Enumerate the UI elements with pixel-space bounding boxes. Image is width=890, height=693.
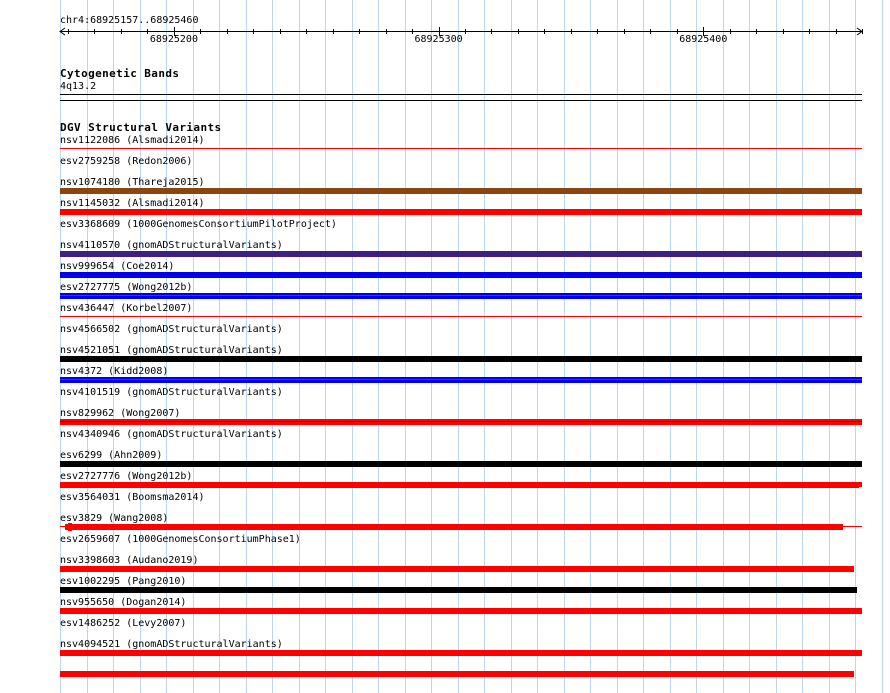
variant-label: nsv829962 (Wong2007) [60,408,181,419]
variant-feature[interactable] [65,524,843,530]
variant-label: nsv999654 (Coe2014) [60,261,175,272]
variant-label: esv2727775 (Wong2012b) [60,282,193,293]
variant-label: nsv436447 (Korbel2007) [60,303,193,314]
variant-label: nsv4094521 (gnomADStructuralVariants) [60,639,283,650]
variant-label: esv3564031 (Boomsma2014) [60,492,205,503]
variant-label: nsv1145032 (Alsmadi2014) [60,198,205,209]
variant-label: nsv4110570 (gnomADStructuralVariants) [60,240,283,251]
variant-label: esv2727776 (Wong2012b) [60,471,193,482]
variant-feature[interactable] [60,421,862,422]
variant-feature[interactable] [60,211,862,212]
variant-label: nsv4566502 (gnomADStructuralVariants) [60,324,283,335]
variant-feature[interactable] [60,148,862,149]
variant-label: esv1486252 (Levy2007) [60,618,187,629]
variant-feature-endpoint[interactable] [858,482,862,487]
dgv-track-title: DGV Structural Variants [60,121,222,134]
variant-label: nsv955650 (Dogan2014) [60,597,187,608]
variant-feature[interactable] [60,484,862,485]
variant-label: nsv4521051 (gnomADStructuralVariants) [60,345,283,356]
variant-feature[interactable] [60,316,862,317]
cytoband-bar[interactable] [60,94,862,95]
ruler-tick-label: 68925300 [414,34,463,45]
variant-feature[interactable] [60,379,862,380]
variant-label: nsv4101519 (gnomADStructuralVariants) [60,387,283,398]
variant-label: esv2759258 (Redon2006) [60,156,193,167]
variant-feature[interactable] [60,461,862,467]
variant-label: nsv1074180 (Thareja2015) [60,177,205,188]
variant-feature[interactable] [60,671,854,677]
variant-feature-endpoint[interactable] [836,608,840,613]
variant-feature[interactable] [60,610,862,611]
cytoband-track-title: Cytogenetic Bands [60,67,180,80]
variant-label: esv3829 (Wang2008) [60,513,169,524]
variant-label: nsv4340946 (gnomADStructuralVariants) [60,429,283,440]
variant-label: esv6299 (Ahn2009) [60,450,163,461]
variant-feature[interactable] [60,377,862,383]
position-label: chr4:68925157..68925460 [60,15,199,26]
cytoband-label: 4q13.2 [60,81,97,92]
variant-feature[interactable] [60,295,862,296]
variant-label: esv1002295 (Pang2010) [60,576,187,587]
variant-label: nsv3398603 (Audano2019) [60,555,199,566]
variant-label: esv3368609 (1000GenomesConsortiumPilotProject) [60,219,337,230]
variant-feature[interactable] [60,526,862,527]
variant-label: esv2659607 (1000GenomesConsortiumPhase1) [60,534,301,545]
ruler-tick-label: 68925200 [149,34,198,45]
variant-label: nsv1122086 (Alsmadi2014) [60,135,205,146]
track-divider [60,100,862,101]
ruler-tick-label: 68925400 [679,34,728,45]
variant-label: nsv4372 (Kidd2008) [60,366,169,377]
ruler[interactable] [0,0,890,60]
variant-feature[interactable] [60,272,862,278]
